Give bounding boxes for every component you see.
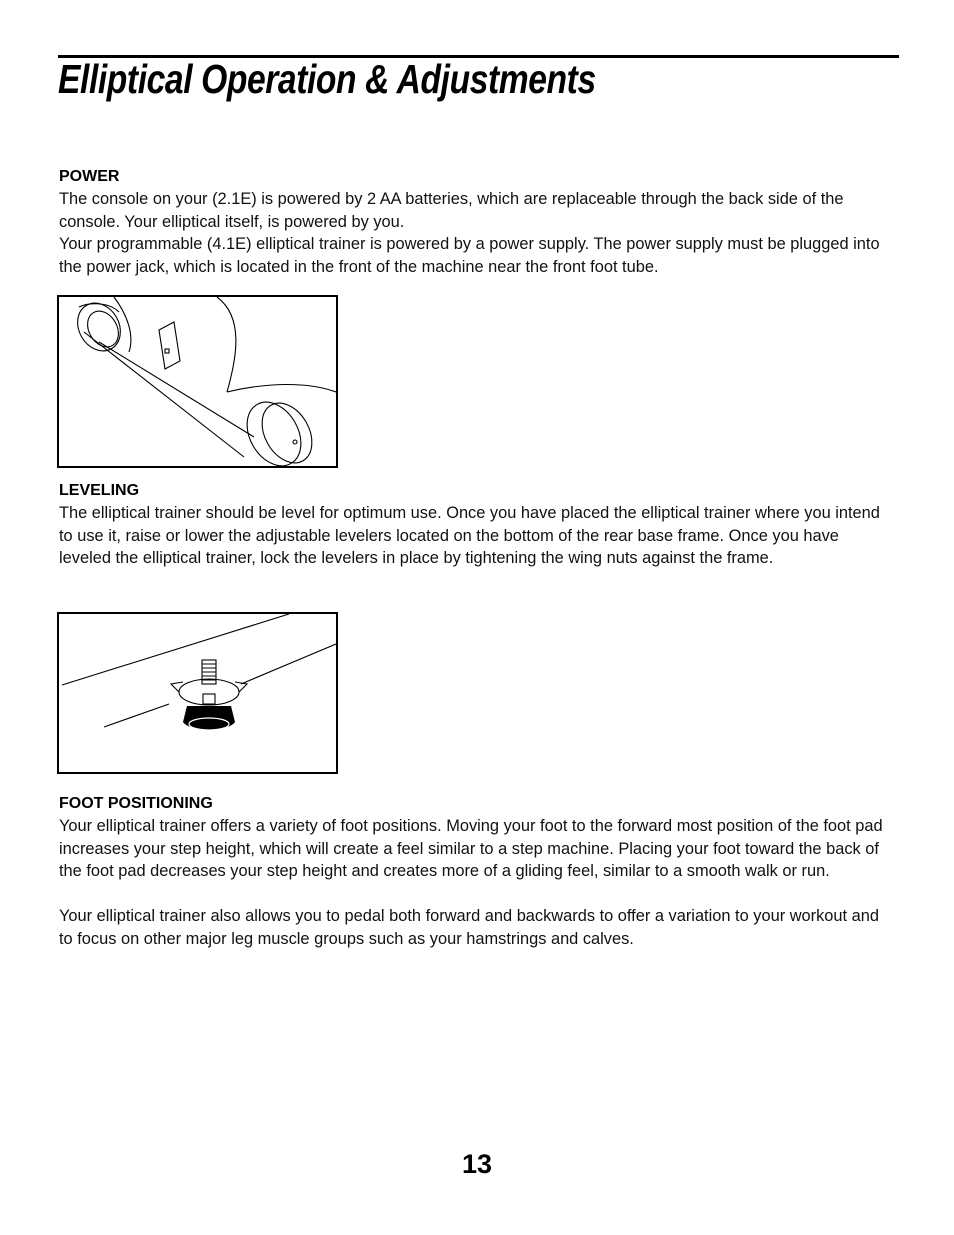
- leveling-heading: LEVELING: [59, 482, 140, 499]
- leveling-paragraph-1: The elliptical trainer should be level for optimum use. Once you have placed the elliptical trainer where you intend to use it, raise or lower the adjustable levelers located on the bottom of the rear base frame. Once you have leveled the elliptical trainer, lock the levelers in place by tightening the wing nuts against the frame.: [59, 504, 880, 567]
- page-number: 13: [461, 1149, 493, 1179]
- power-paragraph-1: The console on your (2.1E) is powered by 2 AA batteries, which are replaceable through the back side of the console. Your elliptical itself, is powered by you.: [59, 190, 844, 231]
- foot-positioning-section: [59, 793, 895, 950]
- page-title: Elliptical Operation & Adjustments: [58, 56, 596, 102]
- leveler-illustration: [57, 612, 338, 774]
- power-paragraph-2: Your programmable (4.1E) elliptical trainer is powered by a power supply. The power supply must be plugged into the power jack, which is located in the front of the machine near the front foot tube.: [59, 235, 880, 276]
- power-heading: POWER: [59, 168, 120, 185]
- foot-positioning-heading: FOOT POSITIONING: [59, 795, 213, 812]
- foot-positioning-paragraph-2: Your elliptical trainer also allows you to pedal both forward and backwards to offer a variation to your workout and to focus on other major leg muscle groups such as your hamstrings and calves.: [59, 907, 879, 948]
- leveling-section: [59, 480, 895, 570]
- power-section: [59, 166, 895, 278]
- power-jack-illustration: [57, 295, 338, 468]
- adjustable-leveler-drawing: [59, 614, 336, 772]
- foot-positioning-paragraph-1: Your elliptical trainer offers a variety of foot positions. Moving your foot to the forward most position of the foot pad increases your step height, which will create a feel similar to a step machine. Placing your foot toward the back of the foot pad decreases your step height and creates more of a gliding feel, similar to a smooth walk or run.: [59, 817, 883, 880]
- front-foot-tube-drawing: [59, 297, 336, 466]
